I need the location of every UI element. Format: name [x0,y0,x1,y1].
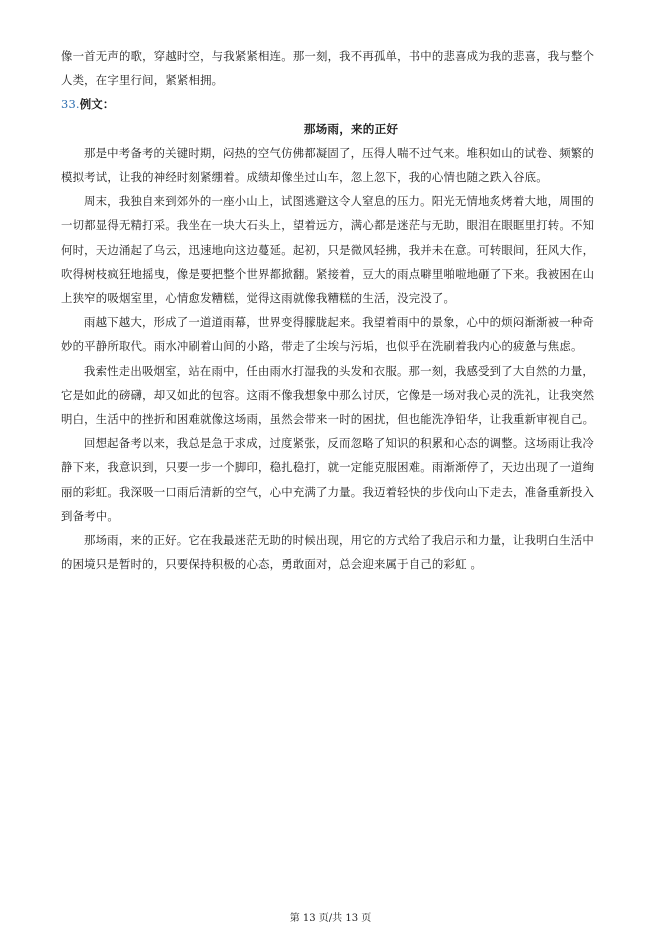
text-line: 雨越下越大，形成了一道道雨幕，世界变得朦胧起来。我望着雨中的景象，心中的烦闷渐渐被一种奇 [84,315,594,330]
text-line: 明白，生活中的挫折和困难就像这场雨，虽然会带来一时的困扰，但也能洗净铅华，让我重新审视自己。 [61,412,595,427]
text-line: 那是中考备考的关键时期，闷热的空气仿佛都凝固了，压得人喘不过气来。堆积如山的试卷、频繁的 [84,145,594,160]
essay-title: 那场雨，来的正好 [303,121,399,136]
text-line: 它是如此的磅礴，却又如此的包容。这雨不像我想象中那么讨厌，它像是一场对我心灵的洗礼，让我突然 [61,387,595,402]
text-line: 我索性走出吸烟室，站在雨中，任由雨水打湿我的头发和衣服。那一刻，我感受到了大自然的力量， [84,363,594,378]
text-line: 周末，我独自来到郊外的一座小山上，试图逃避这令人窒息的压力。阳光无情地炙烤着大地，周围的 [84,194,594,209]
text-line: 的困境只是暂时的，只要保持积极的心态，勇敢面对，总会迎来属于自己的彩虹 。 [61,557,483,572]
text-line: 丽的彩虹。我深吸一口雨后清新的空气，心中充满了力量。我迈着轻快的步伐向山下走去，准备重新投入 [61,484,595,499]
essay-paragraph-3 [61,310,605,358]
text-line: 一切都显得无精打采。我坐在一块大石头上，望着远方，满心都是迷茫与无助，眼泪在眼眶里打转。不知 [61,218,595,233]
text-line: 吹得树枝疯狂地摇曳，像是要把整个世界都掀翻。紧接着，豆大的雨点噼里啪啦地砸了下来。我被困在山 [61,266,595,281]
essay-paragraph-2 [61,189,605,310]
text-line: 静下来，我意识到，只要一步一个脚印，稳扎稳打，就一定能克服困难。雨渐渐停了，天边出现了一道绚 [61,460,595,475]
intro-paragraph [61,44,605,92]
page-number-footer: 第 13 页/共 13 页 [289,913,372,924]
essay-paragraph-5 [61,431,605,528]
essay-paragraph-4 [61,359,605,432]
text-line: 上狭窄的吸烟室里，心情愈发糟糕，觉得这雨就像我糟糕的生活，没完没了。 [61,291,456,306]
essay-paragraph-1 [61,141,605,189]
text-line: 人类，在字里行间，紧紧相拥。 [61,73,224,88]
question-number: 33. [61,97,80,112]
question-heading [61,92,605,116]
text-line: 像一首无声的歌，穿越时空，与我紧紧相连。那一刻，我不再孤单，书中的悲喜成为我的悲喜，我与整个 [61,49,595,63]
question-label: 例文： [79,97,115,112]
text-line: 到备考中。 [61,508,119,523]
text-line: 回想起备考以来，我总是急于求成，过度紧张，反而忽略了知识的积累和心态的调整。这场雨让我冷 [84,436,594,451]
text-line: 模拟考试，让我的神经时刻紧绷着。成绩却像坐过山车，忽上忽下，我的心情也随之跌入谷底。 [61,170,548,185]
essay-paragraph-6 [61,528,605,576]
text-line: 何时，天边涌起了乌云，迅速地向这边蔓延。起初，只是微风轻拂，我并未在意。可转眼间，狂风大作， [61,242,595,257]
text-line: 那场雨，来的正好。它在我最迷茫无助的时候出现，用它的方式给了我启示和力量，让我明白生活中 [84,533,594,548]
page-content [61,44,605,576]
text-line: 妙的平静所取代。雨水冲刷着山间的小路，带走了尘埃与污垢，也似乎在洗刷着我内心的疲惫与焦虑。 [61,339,583,354]
